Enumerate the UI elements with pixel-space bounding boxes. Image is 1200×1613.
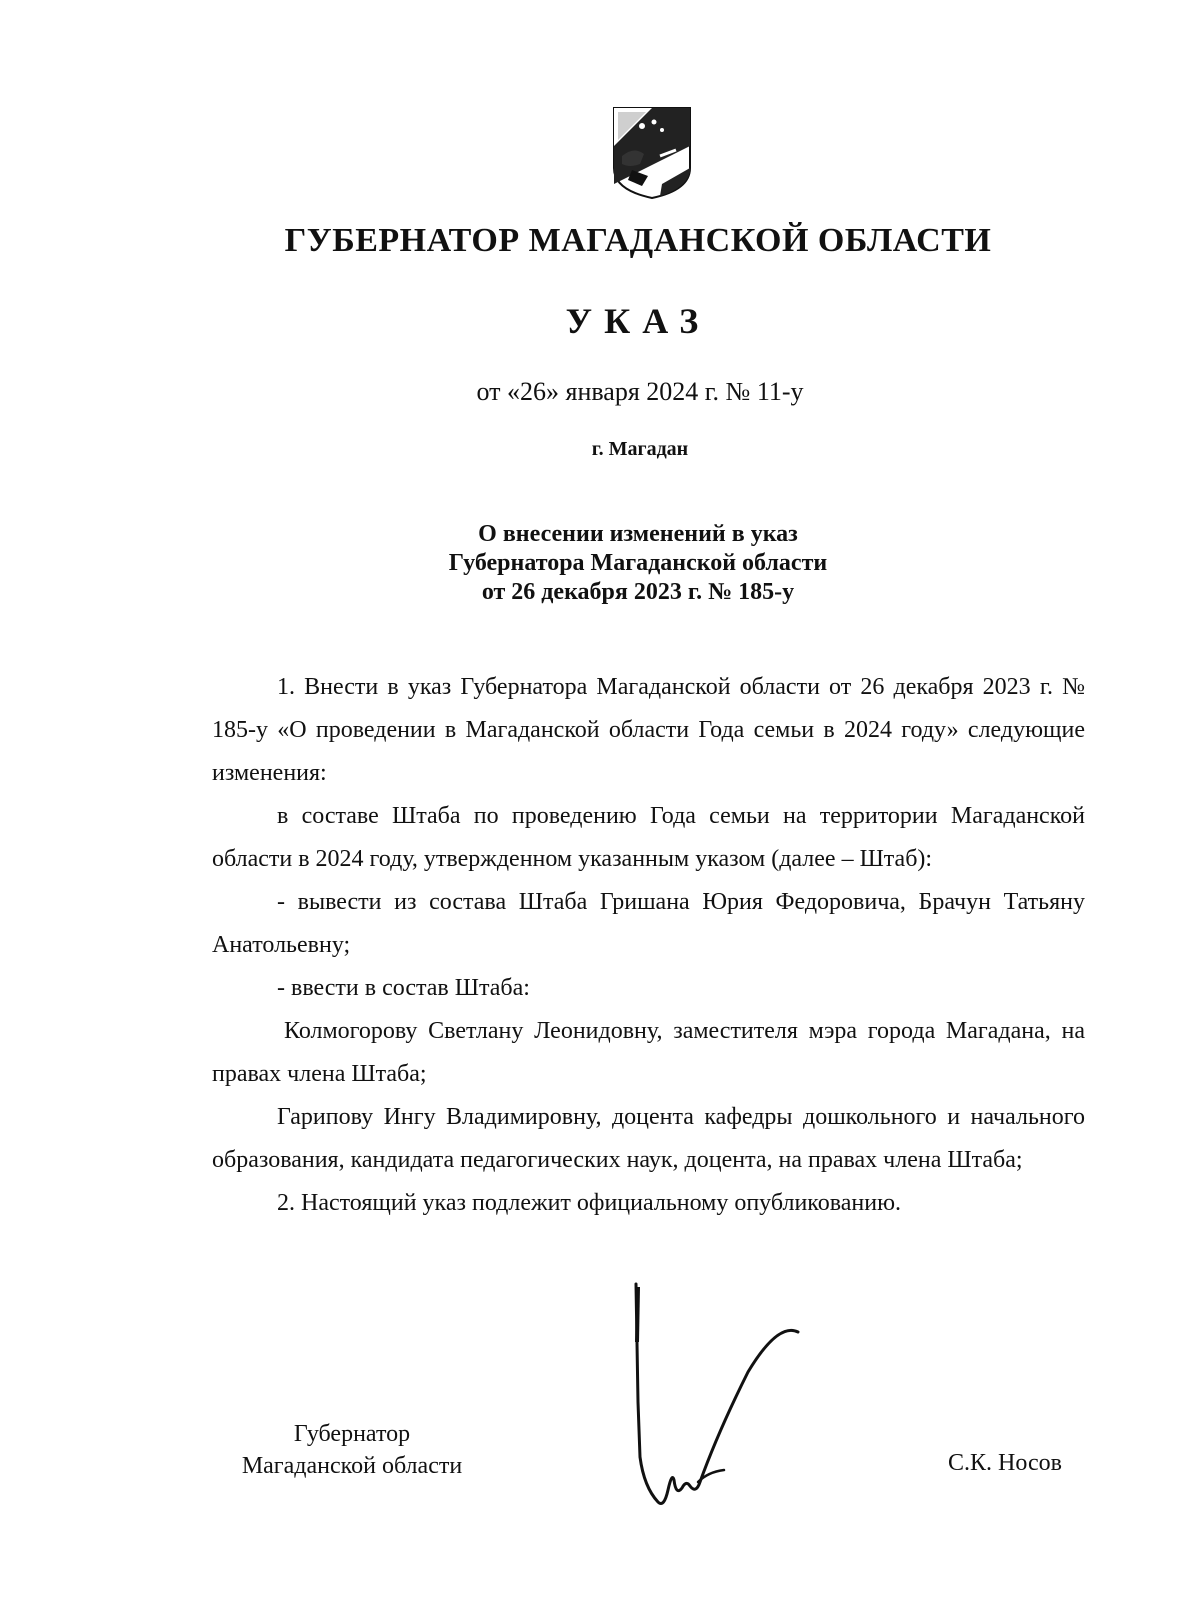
- paragraph-7: 2. Настоящий указ подлежит официальному опубликованию.: [277, 1190, 902, 1216]
- city-name: г. Магадан: [591, 438, 689, 460]
- paragraph-3: - вывести из состава Штаба Гришана Юрия Федоровича, Брачун Татьяну Анатольевну;: [212, 889, 1085, 958]
- paragraph-6: Гарипову Ингу Владимировну, доцента кафедры дошкольного и начального образования, кандидата педагогических наук, доцента, на правах члена Штаба;: [212, 1104, 1085, 1173]
- paragraph-5: Колмогорову Светлану Леонидовну, заместителя мэра города Магадана, на правах члена Штаба;: [212, 1018, 1085, 1087]
- signatory-title-line: Губернатор: [293, 1421, 411, 1447]
- paragraph-1: 1. Внести в указ Губернатора Магаданской области от 26 декабря 2023 г. № 185-у «О проведении в Магаданской области Года семьи в 2024 году» следующие изменения:: [212, 674, 1085, 786]
- date-and-number: от «26» января 2024 г. № 11-у: [476, 377, 804, 406]
- document-body: [212, 666, 1085, 1225]
- paragraph-4: - ввести в состав Штаба:: [277, 975, 530, 1001]
- subject-line: Губернатора Магаданской области: [448, 550, 828, 576]
- paragraph-2: в составе Штаба по проведению Года семьи на территории Магаданской области в 2024 году, утвержденном указанным указом (далее – Штаб):: [212, 803, 1085, 872]
- subject-line: от 26 декабря 2023 г. № 185-у: [481, 579, 795, 605]
- signatory-title-line: Магаданской области: [241, 1453, 463, 1479]
- authority-title: ГУБЕРНАТОР МАГАДАНСКОЙ ОБЛАСТИ: [284, 222, 992, 259]
- coat-of-arms-icon: [612, 106, 692, 200]
- subject-line: О внесении изменений в указ: [478, 521, 798, 547]
- document-subject: [0, 520, 1200, 607]
- signatory-name: С.К. Носов: [948, 1450, 1062, 1476]
- signatory-title: [222, 1418, 482, 1482]
- signature-icon: [628, 1282, 828, 1512]
- document-type: УКАЗ: [565, 301, 711, 341]
